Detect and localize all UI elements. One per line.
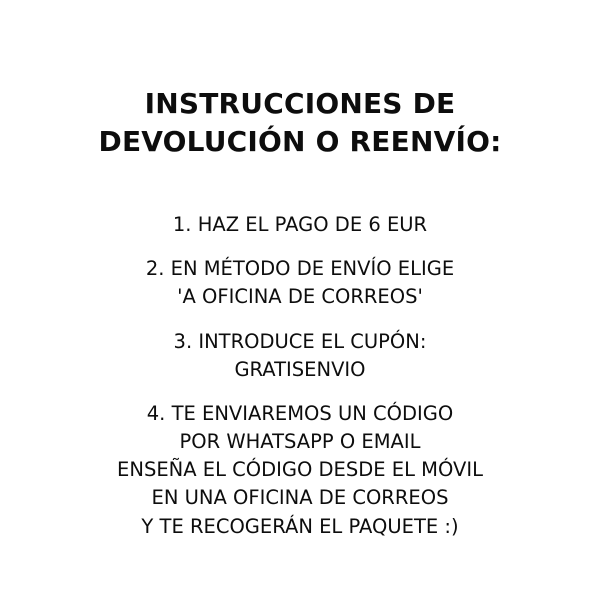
step-4-line-1: 4. TE ENVIAREMOS UN CÓDIGO bbox=[146, 402, 454, 426]
step-3-line-1: 3. INTRODUCE EL CUPÓN: bbox=[173, 329, 427, 353]
step-4-line-5: Y TE RECOGERÁN EL PAQUETE :) bbox=[141, 514, 459, 538]
list-item bbox=[174, 328, 427, 383]
steps-list bbox=[0, 211, 600, 541]
step-4-line-2: POR WHATSAPP O EMAIL bbox=[179, 430, 421, 454]
list-item bbox=[173, 211, 427, 239]
list-item bbox=[146, 255, 454, 310]
step-2-line-2: 'A OFICINA DE CORREOS' bbox=[177, 285, 423, 309]
step-1-line-1: 1. HAZ EL PAGO DE 6 EUR bbox=[172, 212, 428, 236]
step-4-line-4: EN UNA OFICINA DE CORREOS bbox=[151, 486, 449, 510]
list-item bbox=[117, 400, 483, 540]
page-title bbox=[99, 85, 502, 162]
step-2-line-1: 2. EN MÉTODO DE ENVÍO ELIGE bbox=[145, 257, 455, 281]
page-title-line-1: INSTRUCCIONES DE bbox=[144, 86, 456, 120]
step-4-line-3: ENSEÑA EL CÓDIGO DESDE EL MÓVIL bbox=[117, 458, 483, 482]
step-3-line-2: GRATISENVIO bbox=[234, 357, 366, 381]
page-title-line-2: DEVOLUCIÓN O REENVÍO: bbox=[98, 125, 502, 159]
